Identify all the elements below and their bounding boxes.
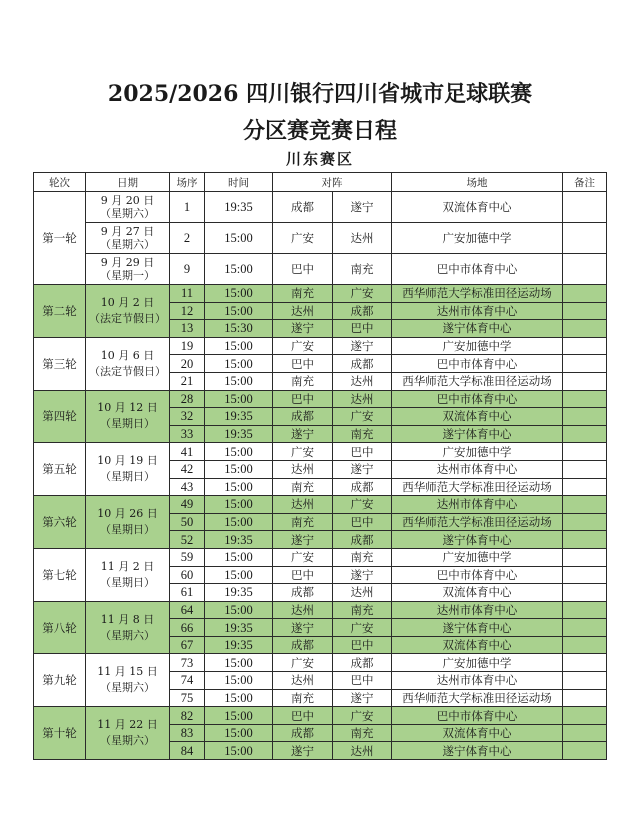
- match-no-cell: 9: [170, 254, 205, 285]
- time-cell: 19:35: [205, 636, 273, 654]
- away-team-cell: 遂宁: [333, 460, 392, 478]
- note-cell: [563, 531, 607, 549]
- venue-cell: 达州市体育中心: [392, 672, 563, 690]
- home-team-cell: 南充: [273, 513, 333, 531]
- table-row: [34, 223, 607, 254]
- away-team-cell: 南充: [333, 601, 392, 619]
- time-cell: 15:00: [205, 689, 273, 707]
- home-team-cell: 广安: [273, 654, 333, 672]
- date-cell: [86, 285, 170, 338]
- col-header-fixture: 对阵: [273, 173, 392, 192]
- away-team-cell: 南充: [333, 548, 392, 566]
- away-team-cell: 达州: [333, 223, 392, 254]
- note-cell: [563, 390, 607, 408]
- zone-title: 川东赛区: [285, 150, 354, 168]
- home-team-cell: 达州: [273, 496, 333, 514]
- note-cell: [563, 478, 607, 496]
- match-no-cell: 84: [170, 742, 205, 760]
- col-header-time: 时间: [205, 173, 273, 192]
- note-cell: [563, 192, 607, 223]
- date-cell: [86, 496, 170, 549]
- home-team-cell: 巴中: [273, 254, 333, 285]
- home-team-cell: 南充: [273, 372, 333, 390]
- date-line: 10 月 19 日: [97, 454, 158, 468]
- home-team-cell: 成都: [273, 636, 333, 654]
- note-cell: [563, 254, 607, 285]
- time-cell: 15:00: [205, 548, 273, 566]
- away-team-cell: 达州: [333, 372, 392, 390]
- venue-cell: 巴中市体育中心: [392, 355, 563, 373]
- match-no-cell: 59: [170, 548, 205, 566]
- home-team-cell: 成都: [273, 408, 333, 426]
- away-team-cell: 巴中: [333, 320, 392, 338]
- away-team-cell: 成都: [333, 531, 392, 549]
- note-cell: [563, 223, 607, 254]
- match-no-cell: 66: [170, 619, 205, 637]
- time-cell: 19:35: [205, 192, 273, 223]
- table-row: [34, 285, 607, 303]
- time-cell: 15:00: [205, 724, 273, 742]
- note-cell: [563, 566, 607, 584]
- match-no-cell: 28: [170, 390, 205, 408]
- venue-cell: 遂宁体育中心: [392, 320, 563, 338]
- match-no-cell: 82: [170, 707, 205, 725]
- match-no-cell: 49: [170, 496, 205, 514]
- match-no-cell: 67: [170, 636, 205, 654]
- venue-cell: 巴中市体育中心: [392, 254, 563, 285]
- round-cell: 第一轮: [34, 192, 86, 285]
- match-no-cell: 83: [170, 724, 205, 742]
- away-team-cell: 巴中: [333, 672, 392, 690]
- col-header-match-no: 场序: [170, 173, 205, 192]
- schedule-table: [33, 172, 607, 760]
- weekday-line: （星期日）: [100, 470, 155, 484]
- col-header-round: 轮次: [34, 173, 86, 192]
- note-cell: [563, 601, 607, 619]
- date-line: 9 月 20 日: [100, 194, 155, 207]
- note-cell: [563, 707, 607, 725]
- venue-cell: 遂宁体育中心: [392, 425, 563, 443]
- home-team-cell: 巴中: [273, 390, 333, 408]
- time-cell: 19:35: [205, 425, 273, 443]
- table-row: [34, 443, 607, 461]
- match-no-cell: 73: [170, 654, 205, 672]
- date-cell: [86, 443, 170, 496]
- time-cell: 15:00: [205, 302, 273, 320]
- note-cell: [563, 672, 607, 690]
- date-cell: [86, 254, 170, 285]
- away-team-cell: 广安: [333, 496, 392, 514]
- round-cell: 第六轮: [34, 496, 86, 549]
- date-line: 10 月 26 日: [97, 507, 158, 521]
- table-row: [34, 601, 607, 619]
- home-team-cell: 成都: [273, 584, 333, 602]
- date-cell: [86, 548, 170, 601]
- table-row: [34, 337, 607, 355]
- weekday-line: （星期六）: [100, 628, 155, 642]
- note-cell: [563, 355, 607, 373]
- away-team-cell: 广安: [333, 408, 392, 426]
- note-cell: [563, 689, 607, 707]
- note-cell: [563, 460, 607, 478]
- away-team-cell: 南充: [333, 724, 392, 742]
- venue-cell: 西华师范大学标准田径运动场: [392, 372, 563, 390]
- match-no-cell: 75: [170, 689, 205, 707]
- home-team-cell: 达州: [273, 302, 333, 320]
- col-header-note: 备注: [563, 173, 607, 192]
- away-team-cell: 南充: [333, 254, 392, 285]
- away-team-cell: 遂宁: [333, 689, 392, 707]
- home-team-cell: 成都: [273, 192, 333, 223]
- venue-cell: 达州市体育中心: [392, 601, 563, 619]
- col-header-venue: 场地: [392, 173, 563, 192]
- match-no-cell: 19: [170, 337, 205, 355]
- venue-cell: 双流体育中心: [392, 584, 563, 602]
- venue-cell: 双流体育中心: [392, 724, 563, 742]
- home-team-cell: 南充: [273, 478, 333, 496]
- time-cell: 15:00: [205, 707, 273, 725]
- venue-cell: 西华师范大学标准田径运动场: [392, 285, 563, 303]
- away-team-cell: 广安: [333, 285, 392, 303]
- weekday-line: （星期六）: [100, 734, 155, 748]
- note-cell: [563, 443, 607, 461]
- time-cell: 19:35: [205, 531, 273, 549]
- match-no-cell: 2: [170, 223, 205, 254]
- note-cell: [563, 372, 607, 390]
- home-team-cell: 遂宁: [273, 320, 333, 338]
- away-team-cell: 达州: [333, 742, 392, 760]
- match-no-cell: 43: [170, 478, 205, 496]
- away-team-cell: 广安: [333, 619, 392, 637]
- table-row: [34, 548, 607, 566]
- time-cell: 15:30: [205, 320, 273, 338]
- table-row: [34, 707, 607, 725]
- date-line: 10 月 2 日: [100, 295, 155, 309]
- home-team-cell: 南充: [273, 689, 333, 707]
- match-no-cell: 60: [170, 566, 205, 584]
- venue-cell: 广安加德中学: [392, 443, 563, 461]
- venue-cell: 达州市体育中心: [392, 302, 563, 320]
- note-cell: [563, 636, 607, 654]
- away-team-cell: 巴中: [333, 443, 392, 461]
- table-row: [34, 390, 607, 408]
- venue-cell: 西华师范大学标准田径运动场: [392, 689, 563, 707]
- table-row: [34, 254, 607, 285]
- note-cell: [563, 408, 607, 426]
- round-cell: 第三轮: [34, 337, 86, 390]
- venue-cell: 广安加德中学: [392, 223, 563, 254]
- away-team-cell: 成都: [333, 355, 392, 373]
- date-cell: [86, 192, 170, 223]
- time-cell: 15:00: [205, 372, 273, 390]
- round-cell: 第二轮: [34, 285, 86, 338]
- weekday-line: （星期一）: [100, 269, 155, 282]
- time-cell: 15:00: [205, 496, 273, 514]
- note-cell: [563, 742, 607, 760]
- venue-cell: 遂宁体育中心: [392, 742, 563, 760]
- time-cell: 15:00: [205, 513, 273, 531]
- time-cell: 15:00: [205, 355, 273, 373]
- weekday-line: （星期六）: [100, 207, 155, 220]
- home-team-cell: 巴中: [273, 566, 333, 584]
- match-no-cell: 61: [170, 584, 205, 602]
- match-no-cell: 41: [170, 443, 205, 461]
- weekday-line: （法定节假日）: [89, 311, 166, 325]
- date-cell: [86, 601, 170, 654]
- date-line: 10 月 12 日: [97, 401, 158, 415]
- date-cell: [86, 654, 170, 707]
- home-team-cell: 达州: [273, 460, 333, 478]
- round-cell: 第八轮: [34, 601, 86, 654]
- note-cell: [563, 302, 607, 320]
- table-header-row: [34, 173, 607, 192]
- time-cell: 15:00: [205, 254, 273, 285]
- note-cell: [563, 654, 607, 672]
- home-team-cell: 达州: [273, 601, 333, 619]
- note-cell: [563, 337, 607, 355]
- home-team-cell: 达州: [273, 672, 333, 690]
- weekday-line: （星期日）: [100, 575, 155, 589]
- venue-cell: 达州市体育中心: [392, 460, 563, 478]
- time-cell: 15:00: [205, 672, 273, 690]
- date-line: 11 月 8 日: [100, 612, 155, 626]
- away-team-cell: 广安: [333, 707, 392, 725]
- time-cell: 15:00: [205, 337, 273, 355]
- venue-cell: 双流体育中心: [392, 192, 563, 223]
- round-cell: 第四轮: [34, 390, 86, 443]
- time-cell: 15:00: [205, 478, 273, 496]
- venue-cell: 巴中市体育中心: [392, 566, 563, 584]
- match-no-cell: 50: [170, 513, 205, 531]
- match-no-cell: 52: [170, 531, 205, 549]
- venue-cell: 巴中市体育中心: [392, 707, 563, 725]
- date-cell: [86, 707, 170, 760]
- date-line: 9 月 29 日: [100, 256, 155, 269]
- home-team-cell: 广安: [273, 548, 333, 566]
- time-cell: 19:35: [205, 408, 273, 426]
- note-cell: [563, 320, 607, 338]
- home-team-cell: 广安: [273, 223, 333, 254]
- match-no-cell: 20: [170, 355, 205, 373]
- time-cell: 15:00: [205, 742, 273, 760]
- date-line: 11 月 22 日: [97, 718, 158, 732]
- note-cell: [563, 619, 607, 637]
- table-row: [34, 496, 607, 514]
- date-cell: [86, 337, 170, 390]
- venue-cell: 广安加德中学: [392, 548, 563, 566]
- table-row: [34, 654, 607, 672]
- date-cell: [86, 390, 170, 443]
- venue-cell: 双流体育中心: [392, 636, 563, 654]
- date-line: 10 月 6 日: [100, 348, 155, 362]
- home-team-cell: 广安: [273, 337, 333, 355]
- time-cell: 15:00: [205, 390, 273, 408]
- time-cell: 15:00: [205, 654, 273, 672]
- home-team-cell: 巴中: [273, 355, 333, 373]
- venue-cell: 广安加德中学: [392, 337, 563, 355]
- match-no-cell: 32: [170, 408, 205, 426]
- round-cell: 第十轮: [34, 707, 86, 760]
- venue-cell: 广安加德中学: [392, 654, 563, 672]
- note-cell: [563, 513, 607, 531]
- venue-cell: 西华师范大学标准田径运动场: [392, 478, 563, 496]
- away-team-cell: 成都: [333, 654, 392, 672]
- away-team-cell: 遂宁: [333, 337, 392, 355]
- time-cell: 19:35: [205, 619, 273, 637]
- page-title-line2: 分区赛竞赛日程: [242, 118, 397, 144]
- note-cell: [563, 584, 607, 602]
- weekday-line: （星期六）: [100, 238, 155, 251]
- time-cell: 15:00: [205, 460, 273, 478]
- match-no-cell: 1: [170, 192, 205, 223]
- time-cell: 15:00: [205, 443, 273, 461]
- away-team-cell: 遂宁: [333, 192, 392, 223]
- note-cell: [563, 724, 607, 742]
- home-team-cell: 成都: [273, 724, 333, 742]
- venue-cell: 巴中市体育中心: [392, 390, 563, 408]
- match-no-cell: 74: [170, 672, 205, 690]
- venue-cell: 达州市体育中心: [392, 496, 563, 514]
- away-team-cell: 达州: [333, 390, 392, 408]
- match-no-cell: 12: [170, 302, 205, 320]
- home-team-cell: 南充: [273, 285, 333, 303]
- col-header-date: 日期: [86, 173, 170, 192]
- weekday-line: （星期日）: [100, 417, 155, 431]
- venue-cell: 遂宁体育中心: [392, 619, 563, 637]
- home-team-cell: 广安: [273, 443, 333, 461]
- page-title-line1: 2025/2026 四川银行四川省城市足球联赛: [107, 81, 533, 107]
- date-cell: [86, 223, 170, 254]
- home-team-cell: 巴中: [273, 707, 333, 725]
- match-no-cell: 42: [170, 460, 205, 478]
- away-team-cell: 成都: [333, 478, 392, 496]
- round-cell: 第五轮: [34, 443, 86, 496]
- time-cell: 19:35: [205, 584, 273, 602]
- note-cell: [563, 548, 607, 566]
- venue-cell: 双流体育中心: [392, 408, 563, 426]
- home-team-cell: 遂宁: [273, 742, 333, 760]
- venue-cell: 西华师范大学标准田径运动场: [392, 513, 563, 531]
- time-cell: 15:00: [205, 223, 273, 254]
- home-team-cell: 遂宁: [273, 425, 333, 443]
- weekday-line: （星期六）: [100, 681, 155, 695]
- time-cell: 15:00: [205, 566, 273, 584]
- date-line: 11 月 15 日: [97, 665, 158, 679]
- round-cell: 第九轮: [34, 654, 86, 707]
- home-team-cell: 遂宁: [273, 619, 333, 637]
- weekday-line: （星期日）: [100, 523, 155, 537]
- time-cell: 15:00: [205, 601, 273, 619]
- away-team-cell: 巴中: [333, 513, 392, 531]
- venue-cell: 遂宁体育中心: [392, 531, 563, 549]
- note-cell: [563, 285, 607, 303]
- match-no-cell: 33: [170, 425, 205, 443]
- note-cell: [563, 496, 607, 514]
- away-team-cell: 达州: [333, 584, 392, 602]
- match-no-cell: 64: [170, 601, 205, 619]
- away-team-cell: 遂宁: [333, 566, 392, 584]
- date-line: 11 月 2 日: [100, 559, 155, 573]
- home-team-cell: 遂宁: [273, 531, 333, 549]
- date-line: 9 月 27 日: [100, 225, 155, 238]
- round-cell: 第七轮: [34, 548, 86, 601]
- match-no-cell: 11: [170, 285, 205, 303]
- match-no-cell: 21: [170, 372, 205, 390]
- weekday-line: （法定节假日）: [89, 364, 166, 378]
- note-cell: [563, 425, 607, 443]
- away-team-cell: 巴中: [333, 636, 392, 654]
- match-no-cell: 13: [170, 320, 205, 338]
- table-row: [34, 192, 607, 223]
- away-team-cell: 南充: [333, 425, 392, 443]
- time-cell: 15:00: [205, 285, 273, 303]
- away-team-cell: 成都: [333, 302, 392, 320]
